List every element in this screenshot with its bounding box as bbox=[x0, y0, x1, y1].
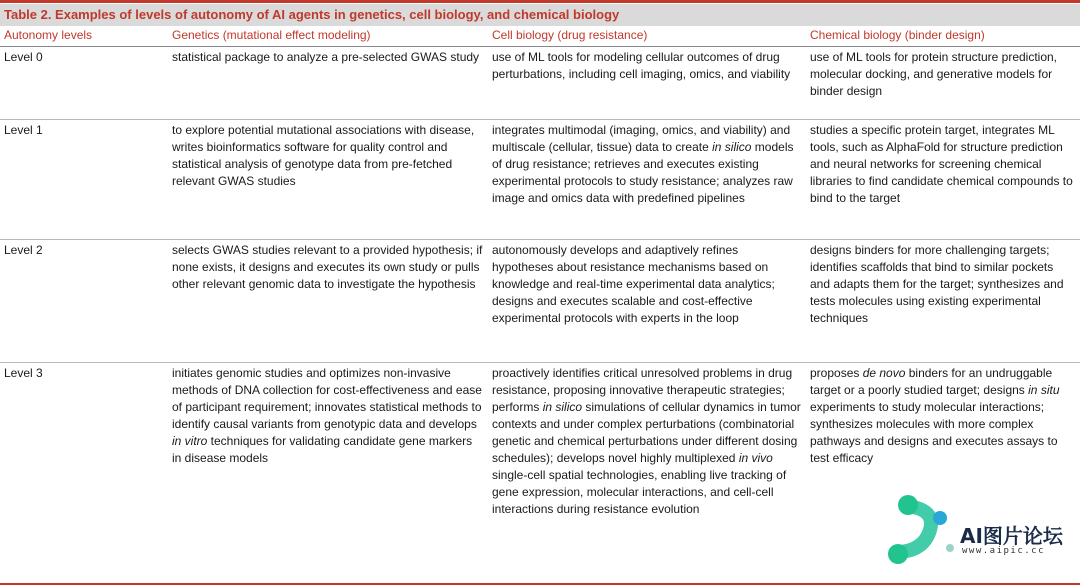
cell-text: techniques for validating candidate gene markers in disease models bbox=[172, 434, 473, 465]
header-cell-biology: Cell biology (drug resistance) bbox=[488, 26, 806, 47]
cell-text: statistical package to analyze a pre-selected GWAS study bbox=[172, 50, 480, 64]
cell-text: binders for an undruggable target or a poorly studied target; designs bbox=[810, 366, 1053, 397]
cell-text: to explore potential mutational associations with disease, writes bioinformatics software for quality control and statistical analysis of genotype data from pre-fetched relevant GWAS studies bbox=[172, 123, 475, 188]
chemical-biology-cell bbox=[806, 120, 1080, 240]
table-row bbox=[0, 240, 1080, 363]
cell-biology-cell bbox=[488, 120, 806, 240]
cell-biology-cell bbox=[488, 240, 806, 363]
level-cell: Level 1 bbox=[0, 120, 168, 240]
cell-text: studies a specific protein target, integrates ML tools, such as AlphaFold for structure prediction and neural networks for screening chemical libraries to find candidate chemical compounds to bind to the target bbox=[810, 123, 1073, 205]
header-chemical-biology: Chemical biology (binder design) bbox=[806, 26, 1080, 47]
table-top-rule bbox=[0, 0, 1080, 3]
table-row bbox=[0, 120, 1080, 240]
cell-text: simulations of cellular dynamics in tumor contexts and under complex perturbations (combinatorial genetic and chemical perturbations under different dosing schedules); develops novel highly multiplexed bbox=[492, 400, 801, 465]
cell-biology-cell bbox=[488, 363, 806, 585]
italic-term: in silico bbox=[712, 140, 752, 154]
cell-text: selects GWAS studies relevant to a provided hypothesis; if none exists, it designs and executes its own study or pulls other relevant genomic data to investigate the hypothesis bbox=[172, 243, 483, 291]
genetics-cell bbox=[168, 363, 488, 585]
italic-term: in vivo bbox=[738, 451, 773, 465]
genetics-cell bbox=[168, 47, 488, 120]
watermark-text: AI图片论坛 bbox=[960, 524, 1063, 548]
cell-text: autonomously develops and adaptively refines hypotheses about resistance mechanisms based on knowledge and real-time experimental data analytics; designs and executes scalable and cost-effective experimental protocols with experts in the loop bbox=[492, 243, 775, 325]
table-caption: Table 2. Examples of levels of autonomy of AI agents in genetics, cell biology, and chemical biology bbox=[0, 4, 1080, 26]
italic-term: in vitro bbox=[172, 434, 208, 448]
level-cell: Level 3 bbox=[0, 363, 168, 585]
cell-text: use of ML tools for modeling cellular outcomes of drug perturbations, including cell imaging, omics, and viability bbox=[492, 50, 791, 81]
cell-text: proposes bbox=[810, 366, 863, 380]
table-row bbox=[0, 47, 1080, 120]
cell-text: designs binders for more challenging targets; identifies scaffolds that bind to similar pockets and adapts them for the target; synthesizes and tests molecules using existing experimental techniques bbox=[810, 243, 1064, 325]
watermark-url: www.aipic.cc bbox=[962, 546, 1046, 556]
header-genetics: Genetics (mutational effect modeling) bbox=[168, 26, 488, 47]
table-header-row bbox=[0, 26, 1080, 47]
cell-text: models of drug resistance; retrieves and executes existing experimental protocols to study resistance; analyzes raw image and omics data with predefined pipelines bbox=[492, 140, 794, 205]
cell-text: proactively identifies critical unresolved problems in drug resistance, proposing innovative therapeutic strategies; performs bbox=[492, 366, 793, 414]
header-autonomy-levels: Autonomy levels bbox=[0, 26, 168, 47]
cell-text: integrates multimodal (imaging, omics, and viability) and multiscale (cellular, tissue) data to create bbox=[492, 123, 791, 154]
genetics-cell bbox=[168, 120, 488, 240]
cell-text: use of ML tools for protein structure prediction, molecular docking, and generative models for binder design bbox=[810, 50, 1058, 98]
italic-term: in situ bbox=[1028, 383, 1060, 397]
cell-text: single-cell spatial technologies, enabling live tracking of gene expression, molecular interactions, and cell-cell interactions during resistance evolution bbox=[492, 468, 787, 516]
chemical-biology-cell bbox=[806, 47, 1080, 120]
italic-term: in silico bbox=[542, 400, 583, 414]
cell-text: experiments to study molecular interactions; synthesizes molecules with more complex pathways and designs and executes assays to test efficacy bbox=[810, 400, 1058, 465]
italic-term: de novo bbox=[862, 366, 906, 380]
chemical-biology-cell bbox=[806, 240, 1080, 363]
genetics-cell bbox=[168, 240, 488, 363]
cell-biology-cell bbox=[488, 47, 806, 120]
level-cell: Level 0 bbox=[0, 47, 168, 120]
cell-text: initiates genomic studies and optimizes non-invasive methods of DNA collection for cost-effectiveness and ease of participant requirement; innovates statistical methods to identify causal variants from genotypic data and develops bbox=[172, 366, 482, 431]
level-cell: Level 2 bbox=[0, 240, 168, 363]
